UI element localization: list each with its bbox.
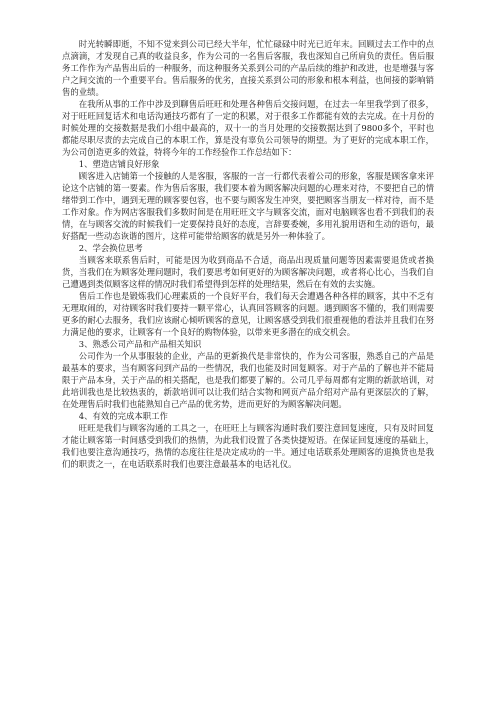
section-2-paragraph-1: 当顾客来联系售后时，可能是因为收到商品不合适，商品出现质量问题等因素需要退货或者换货，当我们在为顾客处理问题时，我们要思考如何更好的为顾客解决问题，或者将心比心，当我们自己遭遇到类似顾客这样的情况时我们希望得到怎样的处理结果，然后在有效的去实施。 (62, 255, 434, 289)
section-heading-2: 2、学会换位思考 (78, 243, 143, 253)
section-heading-3: 3、熟悉公司产品和产品相关知识 (78, 339, 202, 349)
section-1-paragraph: 顾客进入店铺第一个接触的人是客服，客服的一言一行都代表着公司的形象，客服是顾客拿来评论这个店铺的第一要素。作为售后客服，我们要本着为顾客解决问题的心理来对待，不要把自己的情绪带到工作中，遇到无理的顾客要包容，也不要与顾客发生冲突，要把顾客当朋友一样对待，而不是工作对象。作为网店客服我们多数时间是在用旺旺文字与顾客交流，面对电脑顾客也看不到我们的表情，在与顾客交流的时候我们一定要保持良好的态度，言辞要委婉，多用礼貌用语和生动的语句，最好搭配一些动态诙谐的图片，这样可能带给顾客的就是另外一种体验了。 (62, 171, 434, 241)
section-2-paragraph-2: 售后工作也是锻炼我们心理素质的一个良好平台，我们每天会遭遇各种各样的顾客，其中不乏有无理取闹的，对待顾客时我们要持一颗平常心，认真回答顾客的问题。遇到顾客不懂的，我们则需要更多的耐心去服务，我们应该耐心倾听顾客的意见，让顾客感受到我们很重视他的看法并且我们在努力满足他的要求，让顾客有一个良好的购物体验，以带来更多潜在的成交机会。 (62, 291, 434, 337)
document-body (62, 38, 434, 470)
section-3-paragraph: 公司作为一个从事服装的企业，产品的更新换代是非常快的，作为公司客服，熟悉自己的产品是最基本的要求，当有顾客问到产品的一些情况，我们也能及时回复顾客。对于产品的了解也并不能局限于产品本身，关于产品的相关搭配，也是我们都要了解的。公司几乎每周都有定期的新款培训，对此培训我也是比较热衷的，新款培训可以让我们结合实物和网页产品介绍对产品有更深层次的了解，在处理售后时我们也能熟知自己产品的优劣势，进而更好的为顾客解决问题。 (62, 351, 434, 409)
summary-intro-paragraph: 在我所从事的工作中涉及到聊售后旺旺和处理各种售后交接问题，在过去一年里我学到了很多，对于旺旺回复话术和电话沟通技巧都有了一定的积累，对于很多工作都能有效的去完成。在十月份的时候处理的交接数据是我们小组中最高的，双十一的当月处理的交接数据达到了9800多个，平时也都能尽职尽责的去完成自己的本职工作，算是没有辜负公司领导的期望。为了更好的完成本职工作，为公司创造更多的效益，特将今年的工作经验作工作总结如下： (62, 99, 434, 157)
section-heading-1: 1、塑造店铺良好形象 (78, 159, 160, 169)
section-4-paragraph: 旺旺是我们与顾客沟通的工具之一，在旺旺上与顾客沟通时我们要注意回复速度，只有及时回复才能让顾客第一时间感受到我们的热情，为此我们设置了各类快捷短语。在保证回复速度的基础上，我们也要注意沟通技巧，热情的态度往往是决定成功的一半。通过电话联系处理顾客的退换货也是我们的职责之一，在电话联系时我们也要注意最基本的电话礼仪。 (62, 423, 434, 469)
section-heading-4: 4、有效的完成本职工作 (78, 411, 168, 421)
intro-paragraph: 时光转瞬即逝，不知不觉来到公司已经大半年，忙忙碌碌中时光已近年末。回顾过去工作中的点点滴滴，才发现自己真的收益良多，作为公司的一名售后客服，我也深知自己所肩负的责任。售后服务工作作为产品售出后的一种服务，而这种服务关系到公司的产品后续的维护和改进，也是增强与客户之间交流的一个重要平台。售后服务的优劣，直接关系到公司的形象和根本利益，也间接的影响销售的业绩。 (62, 39, 434, 97)
